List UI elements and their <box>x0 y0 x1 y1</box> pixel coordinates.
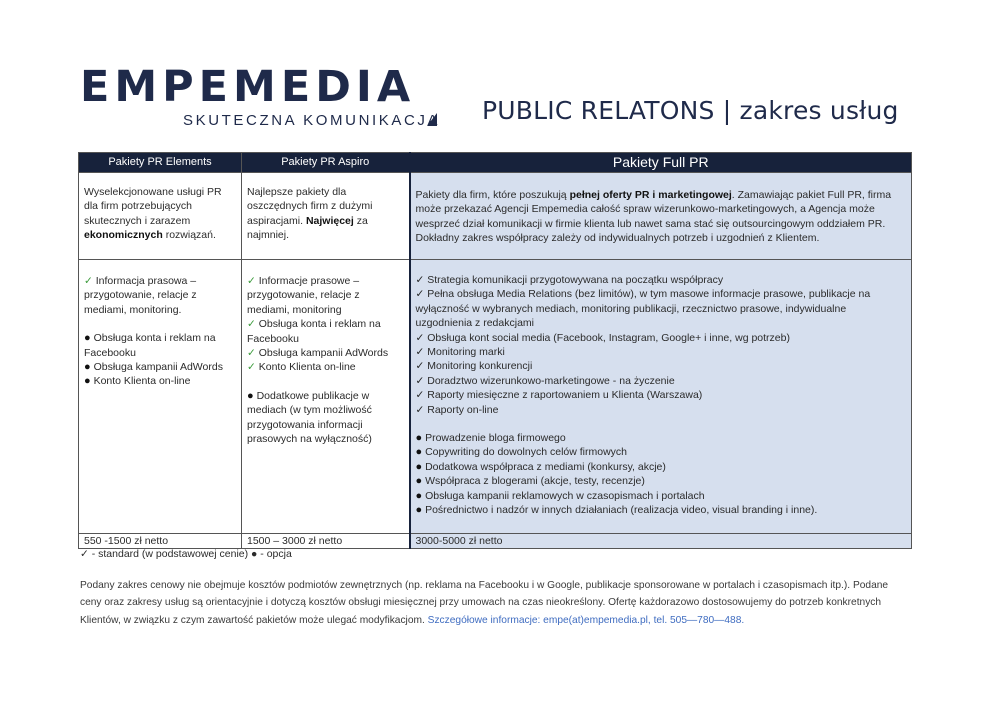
option-item <box>416 489 906 503</box>
feature-item <box>416 345 906 359</box>
packages-table <box>78 152 912 549</box>
check-icon: ✓ <box>247 361 256 374</box>
contact-info: Szczegółowe informacje: empe(at)empemedia.pl, tel. 505—780—488. <box>427 614 745 626</box>
feature-item <box>247 360 403 374</box>
desc-text: Wyselekcjonowane usługi PR dla firm potrzebujących skutecznych i zarazem <box>84 186 222 227</box>
column-header-full: Pakiety Full PR <box>410 153 912 173</box>
features-aspiro <box>242 260 410 534</box>
logo-triangle-icon <box>427 113 437 126</box>
option-item <box>416 460 906 474</box>
feature-label: Monitoring marki <box>427 346 505 359</box>
feature-label: Raporty miesięczne z raportowaniem u Klienta (Warszawa) <box>427 389 703 402</box>
option-label: Obsługa kampanii AdWords <box>93 361 223 374</box>
check-icon: ✓ <box>247 275 256 287</box>
price-full: 3000-5000 zł netto <box>410 534 912 549</box>
legend: ✓ - standard (w podstawowej cenie) ● - opcja <box>80 548 292 560</box>
feature-item <box>416 359 906 373</box>
check-icon: ✓ <box>415 274 425 286</box>
description-elements <box>79 173 242 260</box>
feature-label: Raporty on-line <box>427 403 499 416</box>
feature-item <box>247 274 403 317</box>
logo-tagline: SKUTECZNA KOMUNIKACJA <box>183 112 441 129</box>
feature-label: Doradztwo wizerunkowo-marketingowe - na życzenie <box>427 374 675 387</box>
feature-item <box>416 388 906 402</box>
option-item <box>84 374 235 388</box>
page-title: PUBLIC RELATONS | zakres usług <box>482 96 899 125</box>
feature-label: Monitoring konkurencji <box>427 360 533 373</box>
feature-item <box>416 374 906 388</box>
features-full <box>410 260 912 534</box>
feature-label: Obsługa kont social media (Facebook, Instagram, Google+ i inne, wg potrzeb) <box>427 331 790 344</box>
desc-text: Pakiety dla firm, które poszukują <box>415 189 570 201</box>
option-label: Dodatkowa współpraca z mediami (konkursy, akcje) <box>425 460 666 473</box>
feature-label: Pełna obsługa Media Relations (bez limitów), w tym masowe informacje prasowe, publikacje na wyłączność w wybranych mediach, monitoring publikacji, rzecznictwo prasowe, indywidualne uzgodnienia z redakcjami <box>415 288 871 330</box>
price-elements: 550 -1500 zł netto <box>79 534 242 549</box>
option-label: Obsługa kampanii reklamowych w czasopismach i portalach <box>425 489 705 502</box>
check-icon: ✓ <box>415 374 425 387</box>
features-row <box>79 260 912 534</box>
option-item <box>84 331 235 360</box>
description-row <box>79 173 912 260</box>
features-elements <box>79 260 242 534</box>
option-item <box>84 360 235 374</box>
option-label: Prowadzenie bloga firmowego <box>425 432 566 445</box>
bullet-icon: ● <box>415 475 423 488</box>
check-icon: ✓ <box>415 360 425 373</box>
option-item <box>416 445 906 459</box>
option-label: Dodatkowe publikacje w mediach (w tym możliwość przygotowania informacji prasowych na wyłączność) <box>247 389 372 446</box>
bullet-icon: ● <box>247 389 254 402</box>
bullet-icon: ● <box>415 460 423 473</box>
feature-label: Obsługa konta i reklam na Facebooku <box>247 318 381 345</box>
description-aspiro <box>242 173 410 260</box>
feature-label: Strategia komunikacji przygotowywana na początku współpracy <box>427 274 724 286</box>
feature-item <box>416 287 906 330</box>
option-item <box>416 503 906 517</box>
bullet-icon: ● <box>415 432 423 445</box>
column-header-elements: Pakiety PR Elements <box>79 153 242 173</box>
feature-label: Konto Klienta on-line <box>258 361 356 374</box>
bullet-icon: ● <box>84 375 91 388</box>
feature-item <box>416 403 906 417</box>
footer-text: Podany zakres cenowy nie obejmuje kosztów podmiotów zewnętrznych (np. reklama na Facebooku i w Google, publikacje sponsorowane w portalach i czasopismach itp.). Podane ceny oraz zakresy usług są orientacyjnie i dotyczą kosztów obsługi miesięcznej przy umowach na czas nieokreślony. Ofertę każdorazowo dostosowujemy do potrzeb konkretnych Klientów, w związku z czym zawartość pakietów może ulegać modyfikacjom. <box>80 580 889 626</box>
option-label: Obsługa konta i reklam na Facebooku <box>84 332 216 359</box>
option-label: Pośrednictwo i nadzór w innych działaniach (realizacja video, visual branding i inne). <box>425 504 818 517</box>
feature-item <box>416 273 906 287</box>
option-item <box>416 431 906 445</box>
feature-item <box>416 331 906 345</box>
check-icon: ✓ <box>247 318 256 331</box>
check-icon: ✓ <box>247 347 256 360</box>
empemedia-logo <box>80 64 440 134</box>
footer-note <box>80 577 910 629</box>
bullet-icon: ● <box>415 489 423 502</box>
feature-item <box>84 274 235 317</box>
check-icon: ✓ <box>415 403 425 416</box>
bullet-icon: ● <box>84 361 91 374</box>
column-header-aspiro: Pakiety PR Aspiro <box>242 153 410 173</box>
feature-label: Informacja prasowa – przygotowanie, relacje z mediami, monitoring. <box>84 275 197 316</box>
check-icon: ✓ <box>84 275 93 287</box>
bullet-icon: ● <box>415 446 423 459</box>
bullet-icon: ● <box>84 332 91 345</box>
option-label: Konto Klienta on-line <box>93 375 191 388</box>
option-label: Copywriting do dowolnych celów firmowych <box>425 446 627 459</box>
desc-emphasis: ekonomicznych <box>84 229 163 242</box>
desc-text: za najmniej. <box>247 214 368 242</box>
check-icon: ✓ <box>415 346 425 359</box>
price-row <box>79 534 912 549</box>
feature-label: Obsługa kampanii AdWords <box>258 347 389 360</box>
option-label: Współpraca z blogerami (akcje, testy, recenzje) <box>425 475 645 488</box>
desc-text: rozwiązań. <box>162 229 216 242</box>
feature-item <box>247 317 403 346</box>
header-row <box>79 153 912 173</box>
check-icon: ✓ <box>415 288 425 301</box>
option-item <box>247 389 403 447</box>
feature-item <box>247 346 403 360</box>
option-item <box>416 474 906 488</box>
desc-emphasis: Najwięcej <box>305 214 354 227</box>
desc-emphasis: pełnej oferty PR i marketingowej <box>569 189 732 201</box>
description-full <box>410 173 912 260</box>
desc-text: . Zamawiając pakiet Full PR, firma może przekazać Agencji Empemedia całość spraw wizerunkowo-marketingowych, a Agencja może wesprzeć dział komunikacji w firmie klienta lub nawet sama stać się outsourcingowym oddziałem PR. Dokładny zakres współpracy zależy od indywidualnych potrzeb i uzgodnień z Klientem. <box>415 189 892 245</box>
feature-label: Informacje prasowe – przygotowanie, relacje z mediami, monitoring <box>247 275 360 316</box>
price-aspiro: 1500 – 3000 zł netto <box>242 534 410 549</box>
bullet-icon: ● <box>415 504 423 517</box>
check-icon: ✓ <box>415 331 425 344</box>
check-icon: ✓ <box>415 389 425 402</box>
desc-text: Najlepsze pakiety dla oszczędnych firm z dużymi aspiracjami. <box>247 186 373 227</box>
logo-wordmark: EMPEMEDIA <box>80 62 416 112</box>
